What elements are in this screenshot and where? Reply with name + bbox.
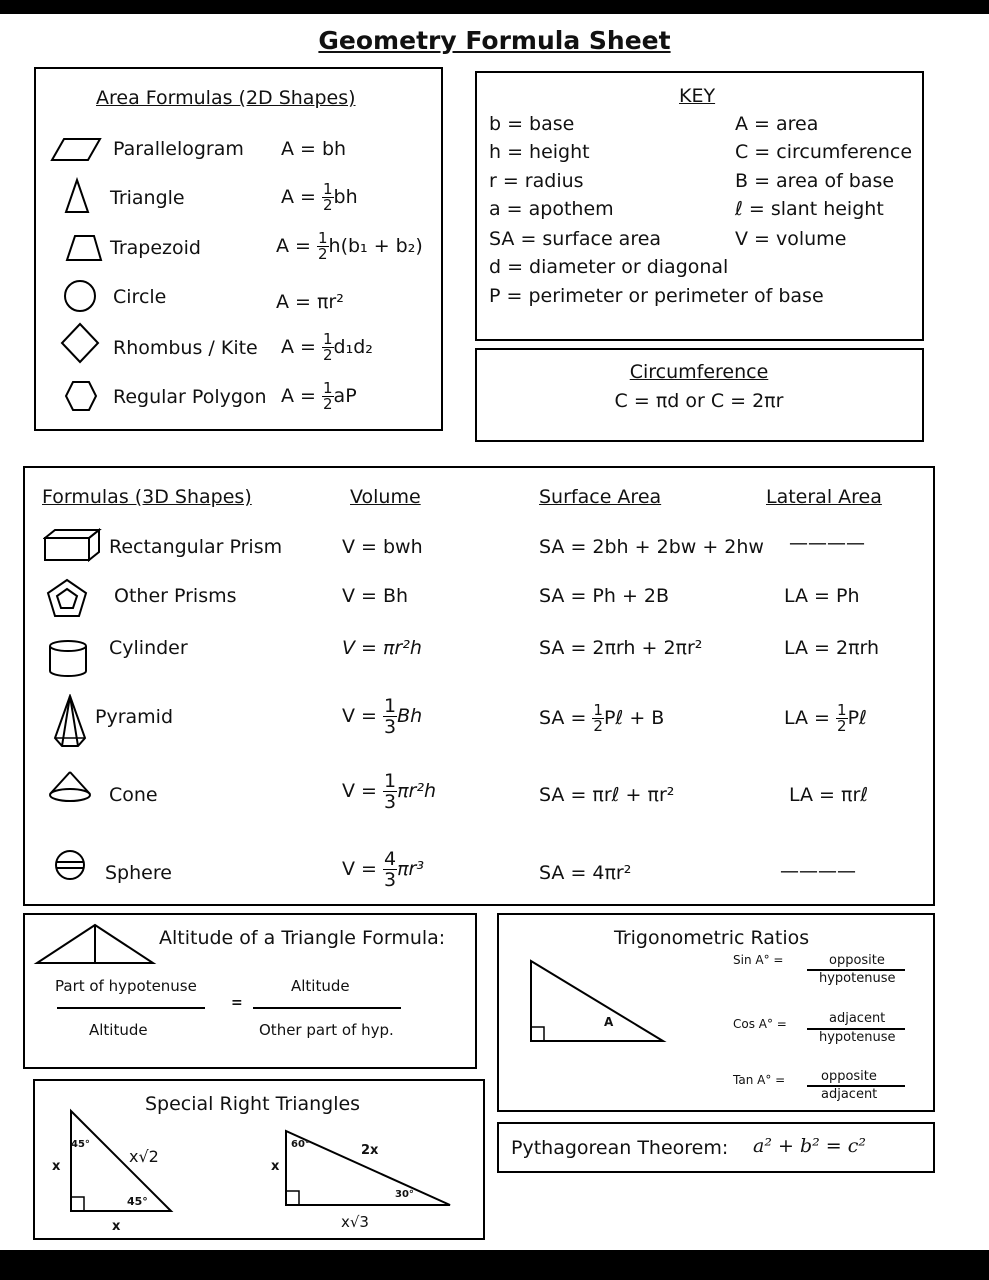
solid-volume: V = $\frac{4}{3}$ πr³ — [342, 848, 424, 891]
solid-lateral: LA = πrℓ — [789, 784, 869, 806]
t1-angle-bottom: 45° — [127, 1195, 148, 1208]
solid-volume: V = πr²h — [342, 637, 422, 659]
area-heading: Area Formulas (2D Shapes) — [96, 87, 356, 109]
area-row-name: Circle — [113, 286, 167, 308]
circumference-formula: C = πd or C = 2πr — [614, 390, 784, 412]
altitude-right-fraction-bar — [253, 1007, 401, 1009]
pentagonal-prism-icon — [45, 578, 89, 620]
solid-name: Pyramid — [95, 706, 174, 728]
trapezoid-icon — [64, 233, 104, 263]
trig-box — [497, 913, 935, 1112]
parallelogram-icon — [50, 137, 102, 163]
surface-heading: Surface Area — [539, 486, 662, 508]
key-item: b = base — [489, 113, 575, 135]
t1-hypotenuse: x√2 — [129, 1147, 159, 1166]
area-row-formula: A = $\frac{1}{2}$ d₁d₂ — [281, 330, 373, 364]
key-heading: KEY — [679, 85, 716, 107]
altitude-equals: = — [231, 995, 243, 1011]
key-item: V = volume — [735, 228, 847, 250]
solids-box — [23, 466, 935, 906]
key-item: P = perimeter or perimeter of base — [489, 285, 824, 307]
key-item: C = circumference — [735, 141, 913, 163]
altitude-box — [23, 913, 477, 1069]
circle-icon — [63, 279, 97, 313]
area-row-formula: A = $\frac{1}{2}$ h(b₁ + b₂) — [276, 229, 423, 263]
trig-numerator: opposite — [821, 1069, 877, 1084]
trig-label: Sin A° = — [733, 953, 784, 967]
key-item: B = area of base — [735, 170, 895, 192]
t2-angle-bottom: 30° — [395, 1189, 414, 1200]
solid-name: Other Prisms — [114, 585, 237, 607]
solid-surface: SA = $\frac{1}{2}$ Pℓ + B — [539, 701, 665, 735]
trig-denominator: adjacent — [821, 1087, 878, 1102]
cylinder-icon — [47, 638, 89, 678]
altitude-left-numerator: Part of hypotenuse — [55, 977, 197, 995]
trig-numerator: adjacent — [829, 1011, 886, 1026]
area-row-name: Triangle — [110, 187, 185, 209]
trig-denominator: hypotenuse — [819, 1030, 896, 1045]
area-formulas-box — [34, 67, 443, 431]
lateral-heading: Lateral Area — [766, 486, 882, 508]
t1-leg-bottom: x — [112, 1219, 121, 1234]
volume-heading: Volume — [350, 486, 421, 508]
hexagon-icon — [64, 380, 98, 412]
trig-triangle-icon — [527, 957, 667, 1045]
triangle-45-45-90-icon — [67, 1107, 177, 1215]
trig-label: Cos A° = — [733, 1017, 787, 1031]
page-title: Geometry Formula Sheet — [318, 26, 671, 55]
cone-icon — [47, 770, 93, 804]
trig-numerator: opposite — [829, 953, 885, 968]
pythagorean-formula: a² + b² = c² — [753, 1135, 866, 1157]
triangle-icon — [64, 177, 90, 215]
circumference-box — [475, 348, 924, 442]
solid-surface: SA = Ph + 2B — [539, 585, 670, 607]
pythagorean-box — [497, 1122, 935, 1173]
key-item: SA = surface area — [489, 228, 662, 250]
trig-heading: Trigonometric Ratios — [614, 927, 810, 949]
area-row-formula: A = πr² — [276, 291, 344, 313]
solid-lateral: ———— — [789, 532, 865, 554]
altitude-left-fraction-bar — [57, 1007, 205, 1009]
area-row-name: Trapezoid — [110, 237, 201, 259]
special-heading: Special Right Triangles — [145, 1093, 361, 1115]
pyramid-icon — [53, 694, 87, 750]
trig-denominator: hypotenuse — [819, 971, 896, 986]
key-item: ℓ = slant height — [735, 198, 884, 220]
area-row-formula: A = bh — [281, 138, 347, 160]
t2-angle-top: 60° — [291, 1139, 310, 1150]
solid-lateral: LA = Ph — [784, 585, 860, 607]
area-row-formula: A = $\frac{1}{2}$ aP — [281, 379, 357, 413]
solid-lateral: ———— — [780, 860, 856, 882]
solid-name: Rectangular Prism — [109, 536, 283, 558]
altitude-triangle-icon — [33, 921, 157, 967]
solid-volume: V = bwh — [342, 536, 423, 558]
sphere-icon — [53, 848, 87, 882]
trig-angle-label: A — [604, 1015, 614, 1029]
solid-surface: SA = πrℓ + πr² — [539, 784, 675, 806]
altitude-right-denominator: Other part of hyp. — [259, 1021, 394, 1039]
t1-leg-left: x — [52, 1159, 61, 1174]
solid-surface: SA = 2πrh + 2πr² — [539, 637, 703, 659]
key-item: h = height — [489, 141, 590, 163]
special-triangles-box — [33, 1079, 485, 1240]
t2-leg-left: x — [271, 1159, 280, 1174]
key-item: d = diameter or diagonal — [489, 256, 729, 278]
solid-lateral: LA = $\frac{1}{2}$ Pℓ — [784, 701, 867, 735]
t1-angle-top: 45° — [71, 1139, 90, 1150]
solid-volume: V = $\frac{1}{3}$ Bh — [342, 695, 423, 738]
solid-surface: SA = 4πr² — [539, 862, 632, 884]
rhombus-icon — [60, 322, 100, 364]
circumference-heading: Circumference — [629, 361, 769, 383]
key-item: r = radius — [489, 170, 584, 192]
solid-name: Cone — [109, 784, 158, 806]
key-box — [475, 71, 924, 341]
rectangular-prism-icon — [43, 528, 103, 564]
area-row-formula: A = $\frac{1}{2}$ bh — [281, 180, 358, 214]
t2-leg-bottom: x√3 — [341, 1213, 369, 1231]
altitude-left-denominator: Altitude — [89, 1021, 148, 1039]
solid-surface: SA = 2bh + 2bw + 2hw — [539, 536, 764, 558]
area-row-name: Regular Polygon — [113, 386, 267, 408]
solids-heading: Formulas (3D Shapes) — [42, 486, 252, 508]
altitude-right-numerator: Altitude — [291, 977, 350, 995]
solid-volume: V = $\frac{1}{3}$ πr²h — [342, 770, 437, 813]
key-item: A = area — [735, 113, 819, 135]
altitude-heading: Altitude of a Triangle Formula: — [159, 927, 446, 949]
area-row-name: Parallelogram — [113, 138, 244, 160]
solid-volume: V = Bh — [342, 585, 409, 607]
t2-hypotenuse: 2x — [361, 1143, 379, 1158]
solid-name: Cylinder — [109, 637, 188, 659]
key-item: a = apothem — [489, 198, 614, 220]
solid-name: Sphere — [105, 862, 172, 884]
trig-label: Tan A° = — [733, 1073, 786, 1087]
bottom-border — [0, 1250, 989, 1280]
solid-lateral: LA = 2πrh — [784, 637, 880, 659]
area-row-name: Rhombus / Kite — [113, 337, 258, 359]
top-border — [0, 0, 989, 14]
pythagorean-label: Pythagorean Theorem: — [511, 1137, 729, 1159]
